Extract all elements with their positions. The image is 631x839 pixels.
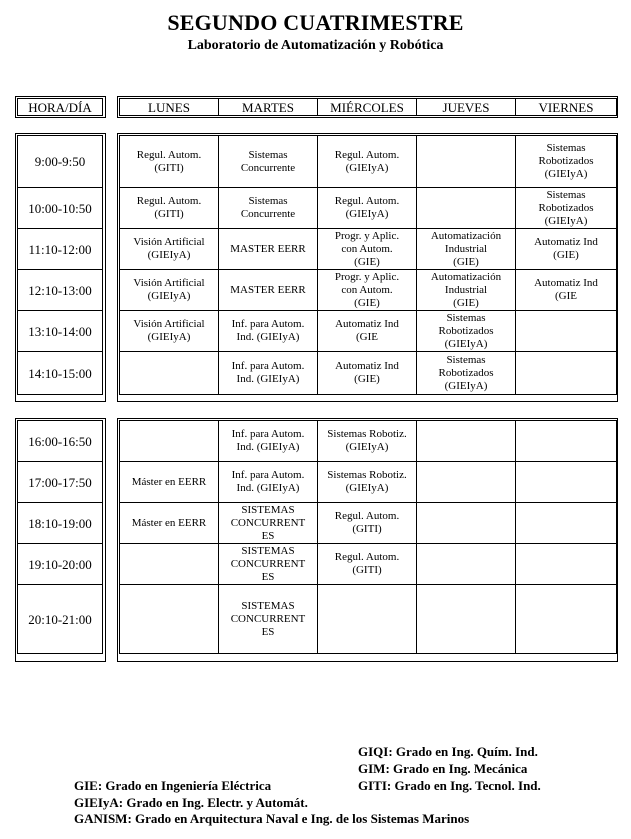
page-subtitle: Laboratorio de Automatización y Robótica [187,38,444,53]
course-line: Regul. Autom. [334,195,400,207]
course-line: Progr. y Aplic. [334,229,400,242]
header-days-table [119,98,617,116]
schedule-cell [219,503,318,544]
course-line: CONCURRENT [230,557,306,570]
header-hora: HORA/DÍA [18,99,103,116]
time-slot: 10:00-10:50 [18,188,103,229]
course-line: (GIEIyA) [345,441,389,453]
schedule-cell [318,352,417,395]
schedule-cell [516,229,617,270]
course-line: MASTER EERR [230,283,306,296]
schedule-cell [120,270,219,311]
legend-gie: GIE: Grado en Ingeniería Eléctrica [74,778,272,793]
course-line: CONCURRENT [230,516,306,529]
schedule-cell [516,136,617,188]
schedule-cell [417,544,516,585]
schedule-cell [516,503,617,544]
course-line: Máster en EERR [131,475,207,488]
time-slot: 14:10-15:00 [18,352,103,395]
course-line: (GIE) [553,249,579,261]
course-line: Automatiz Ind [335,360,399,372]
schedule-cell [516,311,617,352]
course-line: Sistemas Robotiz. [327,428,407,440]
afternoon-schedule-table [119,420,617,654]
schedule-cell [318,229,417,270]
time-slot: 16:00-16:50 [18,421,103,462]
morning-time-table [17,135,103,395]
course-line: Inf. para Autom. [231,469,305,481]
time-slot: 19:10-20:00 [18,544,103,585]
schedule-row [120,270,617,311]
time-slot: 11:10-12:00 [18,229,103,270]
schedule-cell [219,188,318,229]
time-row [18,188,103,229]
course-line: (GIEIyA) [544,214,588,227]
schedule-cell [219,544,318,585]
course-line: Robotizados [438,366,494,379]
schedule-cell [120,229,219,270]
course-line: (GIE [356,331,378,343]
schedule-cell [417,421,516,462]
course-line: Concurrente [240,208,296,220]
schedule-cell [318,585,417,654]
course-line: Ind. (GIEIyA) [236,482,300,494]
course-line: Regul. Autom. [136,148,202,161]
schedule-row [120,585,617,654]
course-line: (GIEIyA) [345,208,389,220]
course-line: Sistemas [446,311,486,324]
course-line: Regul. Autom. [334,148,400,161]
schedule-cell [120,352,219,395]
legend-giqi: GIQI: Grado en Ing. Quím. Ind. [358,744,538,759]
schedule-row [120,503,617,544]
course-line: (GIEIyA) [147,249,191,261]
schedule-cell [120,544,219,585]
course-line: Inf. para Autom. [231,318,305,330]
schedule-row [120,136,617,188]
schedule-cell [219,270,318,311]
schedule-row [120,352,617,395]
course-line: Automatización [430,270,502,283]
schedule-cell [219,421,318,462]
page-title: SEGUNDO CUATRIMESTRE [167,10,464,35]
time-row [18,585,103,654]
time-row [18,462,103,503]
schedule-cell [120,585,219,654]
schedule-cell [417,352,516,395]
schedule-cell [516,352,617,395]
header-day-viernes: VIERNES [516,99,617,116]
course-line: (GIE [555,290,577,302]
course-line: Inf. para Autom. [231,428,305,440]
schedule-row [120,462,617,503]
schedule-row [120,311,617,352]
course-line: Regul. Autom. [136,195,202,207]
course-line: Industrial [444,242,488,255]
schedule-cell [516,270,617,311]
course-line: (GIE) [453,255,479,268]
schedule-cell [516,544,617,585]
time-row [18,421,103,462]
time-slot: 9:00-9:50 [18,136,103,188]
schedule-cell [219,462,318,503]
course-line: Robotizados [438,324,494,337]
course-line: MASTER EERR [230,242,306,255]
course-line: (GIE) [453,296,479,309]
course-line: Concurrente [240,161,296,174]
schedule-cell [120,503,219,544]
schedule-cell [219,585,318,654]
time-slot: 17:00-17:50 [18,462,103,503]
course-line: Industrial [444,283,488,296]
schedule-cell [417,229,516,270]
course-line: Automatiz Ind [534,277,598,289]
course-line: (GIE) [354,296,380,309]
time-row [18,544,103,585]
course-line: Sistemas Robotiz. [327,469,407,481]
schedule-cell [219,229,318,270]
schedule-row [120,188,617,229]
course-line: (GIEIyA) [147,331,191,343]
time-slot: 20:10-21:00 [18,585,103,654]
course-line: SISTEMAS [241,503,295,516]
course-line: Robotizados [538,201,594,214]
legend-ganism: GANISM: Grado en Arquitectura Naval e Ing. de los Sistemas Marinos [74,811,470,826]
schedule-cell [318,136,417,188]
legend-giti: GITI: Grado en Ing. Tecnol. Ind. [358,778,541,793]
course-line: Sistemas [546,188,586,201]
schedule-cell [219,352,318,395]
course-line: Sistemas [248,148,288,161]
schedule-cell [120,311,219,352]
course-line: (GITI) [352,523,382,535]
schedule-cell [318,544,417,585]
schedule-cell [318,462,417,503]
course-line: Automatización [430,229,502,242]
course-line: CONCURRENT [230,612,306,625]
course-line: con Autom. [341,242,393,255]
header-day-martes: MARTES [219,99,318,116]
course-line: Sistemas [446,353,486,366]
time-row [18,229,103,270]
course-line: Ind. (GIEIyA) [236,373,300,385]
schedule-cell [120,136,219,188]
header-day-lunes: LUNES [120,99,219,116]
schedule-cell [318,421,417,462]
schedule-cell [516,421,617,462]
schedule-cell [417,136,516,188]
legend-gim: GIM: Grado en Ing. Mecánica [358,761,528,776]
schedule-cell [120,188,219,229]
schedule-cell [417,311,516,352]
course-line: Automatiz Ind [534,236,598,248]
course-line: (GIE) [354,255,380,268]
schedule-row [120,421,617,462]
time-row [18,311,103,352]
course-line: (GITI) [154,208,184,220]
course-line: SISTEMAS [241,544,295,557]
schedule-cell [417,188,516,229]
schedule-cell [417,462,516,503]
course-line: (GIEIyA) [544,168,588,180]
schedule-cell [417,585,516,654]
course-line: Sistemas [248,195,288,207]
course-line: Progr. y Aplic. [334,270,400,283]
header-day-jueves: JUEVES [417,99,516,116]
schedule-cell [318,503,417,544]
course-line: Regul. Autom. [334,551,400,563]
time-row [18,352,103,395]
schedule-cell [318,311,417,352]
time-slot: 12:10-13:00 [18,270,103,311]
schedule-cell [417,503,516,544]
course-line: Inf. para Autom. [231,360,305,372]
course-line: ES [261,625,275,638]
course-line: Ind. (GIEIyA) [236,441,300,453]
course-line: Automatiz Ind [335,318,399,330]
course-line: Visión Artificial [133,277,205,289]
course-line: (GITI) [154,161,184,174]
schedule-cell [417,270,516,311]
schedule-cell [516,188,617,229]
header-hora-table [17,98,103,116]
schedule-cell [219,311,318,352]
course-line: Visión Artificial [133,236,205,248]
schedule-cell [318,188,417,229]
course-line: Regul. Autom. [334,510,400,522]
course-line: con Autom. [341,283,393,296]
course-line: (GITI) [352,564,382,576]
time-slot: 18:10-19:00 [18,503,103,544]
course-line: (GIEIyA) [345,161,389,174]
course-line: Máster en EERR [131,516,207,529]
course-line: (GIEIyA) [444,337,488,350]
schedule-cell [516,462,617,503]
afternoon-time-table [17,420,103,654]
schedule-row [120,229,617,270]
course-line: Sistemas [546,142,586,154]
course-line: (GIE) [354,373,380,385]
schedule-cell [120,462,219,503]
course-line: Robotizados [538,155,594,167]
morning-schedule-table [119,135,617,395]
course-line: ES [261,570,275,583]
time-row [18,503,103,544]
time-row [18,270,103,311]
schedule-cell [318,270,417,311]
course-line: SISTEMAS [241,599,295,612]
course-line: (GIEIyA) [147,290,191,302]
course-line: Ind. (GIEIyA) [236,331,300,343]
schedule-cell [516,585,617,654]
course-line: Visión Artificial [133,318,205,330]
legend-gieiya: GIEIyA: Grado en Ing. Electr. y Automát. [74,795,308,810]
schedule-row [120,544,617,585]
course-line: ES [261,529,275,542]
header-day-miercoles: MIÉRCOLES [318,99,417,116]
schedule-cell [219,136,318,188]
time-row [18,136,103,188]
course-line: (GIEIyA) [444,379,488,392]
time-slot: 13:10-14:00 [18,311,103,352]
schedule-cell [120,421,219,462]
course-line: (GIEIyA) [345,482,389,494]
